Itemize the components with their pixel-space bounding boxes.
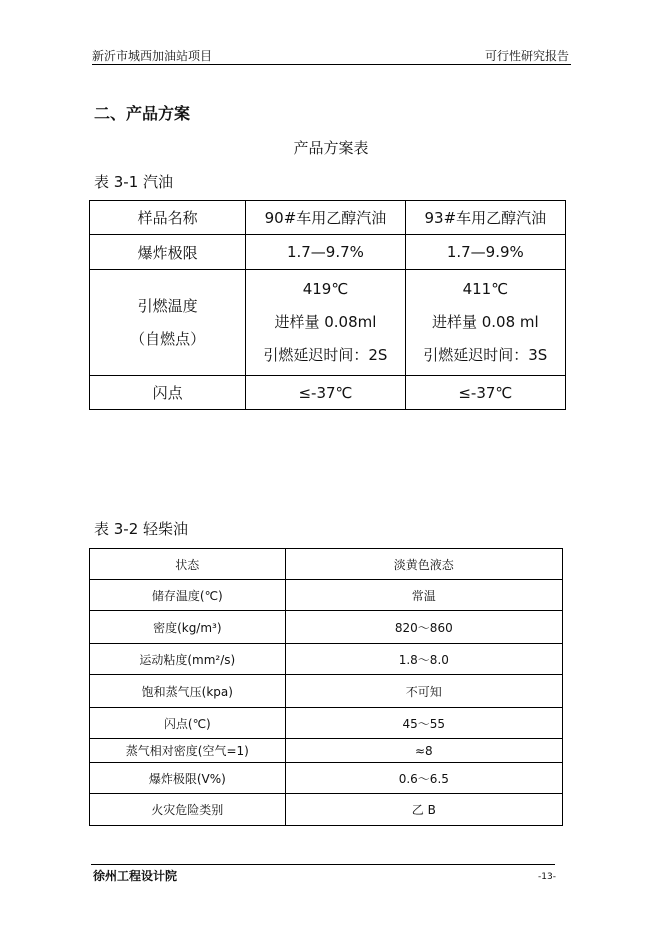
table-cell: 状态 bbox=[90, 549, 286, 580]
table-cell: 1.7—9.7% bbox=[246, 235, 405, 270]
section-title: 二、产品方案 bbox=[94, 104, 191, 123]
table2-caption: 表 3-2 轻柴油 bbox=[94, 520, 189, 538]
table-cell: 密度(kg/m³) bbox=[90, 611, 286, 644]
header-divider bbox=[92, 64, 571, 65]
table-row bbox=[90, 611, 563, 644]
table-cell: 1.7—9.9% bbox=[405, 235, 565, 270]
table-cell: 93#车用乙醇汽油 bbox=[405, 201, 565, 235]
header-report-type: 可行性研究报告 bbox=[484, 49, 569, 63]
page-number: -13- bbox=[538, 872, 556, 882]
table-cell: 爆炸极限(V%) bbox=[90, 763, 286, 794]
cell-line: 411℃ bbox=[462, 280, 509, 298]
table-cell: 淡黄色液态 bbox=[285, 549, 562, 580]
cell-line: 进样量 0.08ml bbox=[274, 313, 377, 331]
cell-line: 进样量 0.08 ml bbox=[431, 313, 539, 331]
table-row bbox=[90, 235, 566, 270]
table-cell: 火灾危险类别 bbox=[90, 794, 286, 826]
table-row bbox=[90, 270, 566, 376]
table-cell bbox=[246, 270, 405, 376]
table-cell: 45～55 bbox=[285, 708, 562, 739]
cell-line: 419℃ bbox=[302, 280, 349, 298]
cell-line: 引燃温度 bbox=[137, 296, 198, 315]
table-cell: 饱和蒸气压(kpa) bbox=[90, 675, 286, 708]
table-cell: 闪点(℃) bbox=[90, 708, 286, 739]
table-cell: 820～860 bbox=[285, 611, 562, 644]
table1-caption: 表 3-1 汽油 bbox=[94, 173, 174, 191]
table-cell: ≈8 bbox=[285, 739, 562, 763]
cell-line: 引燃延迟时间：2S bbox=[263, 346, 388, 364]
table-cell: ≤-37℃ bbox=[246, 376, 405, 410]
table-cell: 储存温度(℃) bbox=[90, 580, 286, 611]
table-cell: 蒸气相对密度(空气=1) bbox=[90, 739, 286, 763]
gasoline-table bbox=[89, 200, 566, 410]
table-row bbox=[90, 763, 563, 794]
table-cell bbox=[90, 270, 246, 376]
table-row bbox=[90, 739, 563, 763]
diesel-table bbox=[89, 548, 563, 826]
header-project-name: 新沂市城西加油站项目 bbox=[92, 49, 213, 63]
table-cell: 运动粘度(mm²/s) bbox=[90, 644, 286, 675]
table-row bbox=[90, 580, 563, 611]
table-cell: 乙 B bbox=[285, 794, 562, 826]
table-row bbox=[90, 675, 563, 708]
table-row bbox=[90, 708, 563, 739]
table-cell: 90#车用乙醇汽油 bbox=[246, 201, 405, 235]
cell-line: （自燃点） bbox=[130, 329, 206, 348]
table-cell: ≤-37℃ bbox=[405, 376, 565, 410]
table-title: 产品方案表 bbox=[293, 139, 369, 157]
table-row bbox=[90, 794, 563, 826]
table-row bbox=[90, 549, 563, 580]
table-cell: 样品名称 bbox=[90, 201, 246, 235]
cell-line: 引燃延迟时间：3S bbox=[423, 346, 548, 364]
table-cell: 常温 bbox=[285, 580, 562, 611]
table-cell: 闪点 bbox=[90, 376, 246, 410]
footer-divider bbox=[91, 864, 555, 865]
table-cell: 爆炸极限 bbox=[90, 235, 246, 270]
table-cell: 0.6～6.5 bbox=[285, 763, 562, 794]
table-row bbox=[90, 644, 563, 675]
table-row bbox=[90, 201, 566, 235]
table-cell bbox=[405, 270, 565, 376]
table-cell: 不可知 bbox=[285, 675, 562, 708]
footer-organization: 徐州工程设计院 bbox=[93, 869, 178, 883]
table-row bbox=[90, 376, 566, 410]
table-cell: 1.8～8.0 bbox=[285, 644, 562, 675]
